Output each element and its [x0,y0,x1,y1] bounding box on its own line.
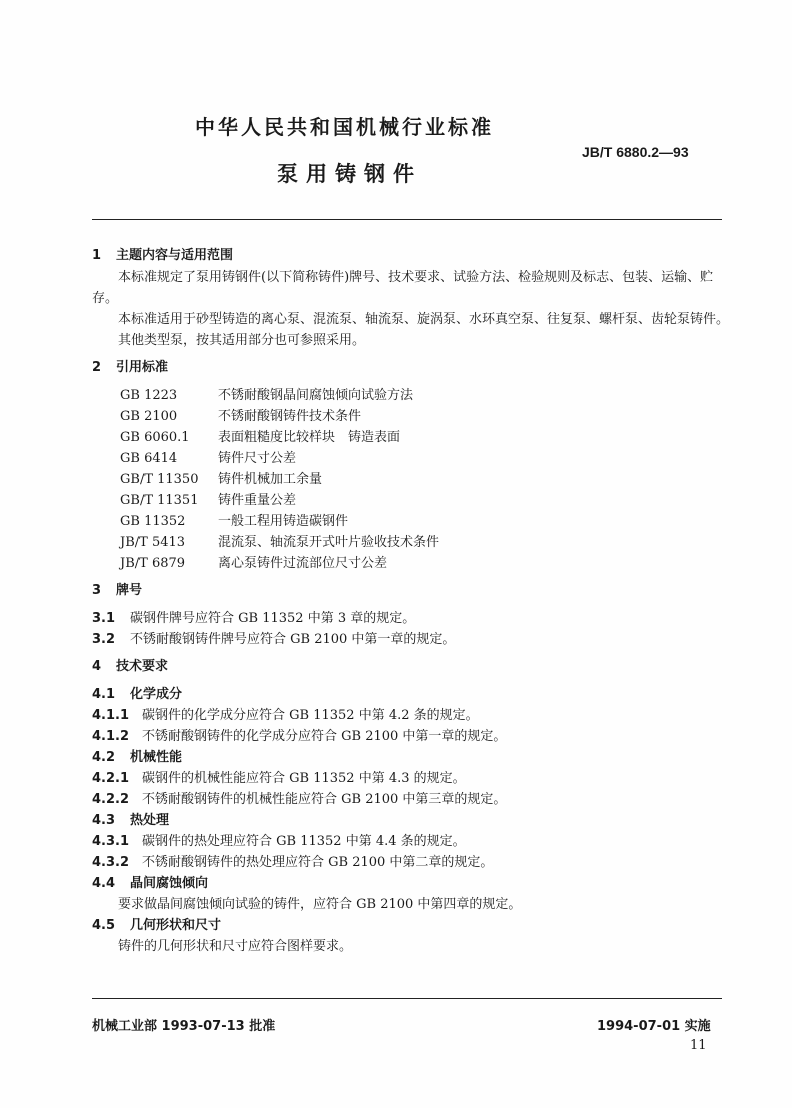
clause-4-3-1: 4.3.1 碳钢件的热处理应符合 GB 11352 中第 4.4 条的规定。 [92,834,466,849]
reference-row: GB 6060.1 表面粗糙度比较样块 铸造表面 [120,430,401,445]
reference-row: GB/T 11351 铸件重量公差 [120,493,297,508]
clause-4-2-1: 4.2.1 碳钢件的机械性能应符合 GB 11352 中第 4.3 的规定。 [92,771,466,786]
standard-name: 泵用铸钢件 [277,162,422,186]
reference-row: JB/T 5413 混流泵、轴流泵开式叶片验收技术条件 [120,535,440,550]
clause-4-1-heading: 4.1 化学成分 [92,687,183,702]
clause-4-1-1: 4.1.1 碳钢件的化学成分应符合 GB 11352 中第 4.2 条的规定。 [92,708,479,723]
reference-row: GB 11352 一般工程用铸造碳钢件 [120,514,349,529]
clause-4-4-text: 要求做晶间腐蚀倾向试验的铸件，应符合 GB 2100 中第四章的规定。 [118,897,522,912]
clause-4-3-2: 4.3.2 不锈耐酸钢铸件的热处理应符合 GB 2100 中第二章的规定。 [92,855,494,870]
effective-date: 1994-07-01 实施 [597,1019,711,1034]
section-1-heading: 1 主题内容与适用范围 [92,248,234,263]
clause-4-2-2: 4.2.2 不锈耐酸钢铸件的机械性能应符合 GB 2100 中第三章的规定。 [92,792,507,807]
clause-4-3-heading: 4.3 热处理 [92,813,170,828]
header-divider [92,219,722,220]
clause-4-4-heading: 4.4 晶间腐蚀倾向 [92,876,209,891]
section-1-paragraph-3: 其他类型泵，按其适用部分也可参照采用。 [118,333,366,348]
reference-row: GB 1223 不锈耐酸钢晶间腐蚀倾向试验方法 [120,388,414,403]
section-4-heading: 4 技术要求 [92,659,169,674]
section-1-paragraph-1: 本标准规定了泵用铸钢件(以下简称铸件)牌号、技术要求、试验方法、检验规则及标志、包装、运输、贮存。 [92,270,714,306]
reference-row: GB/T 11350 铸件机械加工余量 [120,472,323,487]
document-body [92,245,732,957]
standard-code: JB/T 6880.2—93 [582,144,689,160]
reference-row: GB 2100 不锈耐酸钢铸件技术条件 [120,409,362,424]
section-2-heading: 2 引用标准 [92,360,169,375]
approval-note: 机械工业部 1993-07-13 批准 [92,1019,276,1034]
org-title: 中华人民共和国机械行业标准 [195,115,494,139]
clause-4-1-2: 4.1.2 不锈耐酸钢铸件的化学成分应符合 GB 2100 中第一章的规定。 [92,729,507,744]
clause-4-5-text: 铸件的几何形状和尺寸应符合图样要求。 [118,939,353,954]
section-1-paragraph-2: 本标准适用于砂型铸造的离心泵、混流泵、轴流泵、旋涡泵、水环真空泵、往复泵、螺杆泵、齿轮泵铸件。 [118,312,730,327]
page-number: 11 [690,1038,707,1053]
footer-divider [92,998,722,999]
reference-row: JB/T 6879 离心泵铸件过流部位尺寸公差 [120,556,388,571]
clause-4-2-heading: 4.2 机械性能 [92,750,183,765]
reference-row: GB 6414 铸件尺寸公差 [120,451,297,466]
section-3-heading: 3 牌号 [92,583,143,598]
clause-4-5-heading: 4.5 几何形状和尺寸 [92,918,222,933]
clause-3-1: 3.1 碳钢件牌号应符合 GB 11352 中第 3 章的规定。 [92,611,416,626]
clause-3-2: 3.2 不锈耐酸钢铸件牌号应符合 GB 2100 中第一章的规定。 [92,632,456,647]
